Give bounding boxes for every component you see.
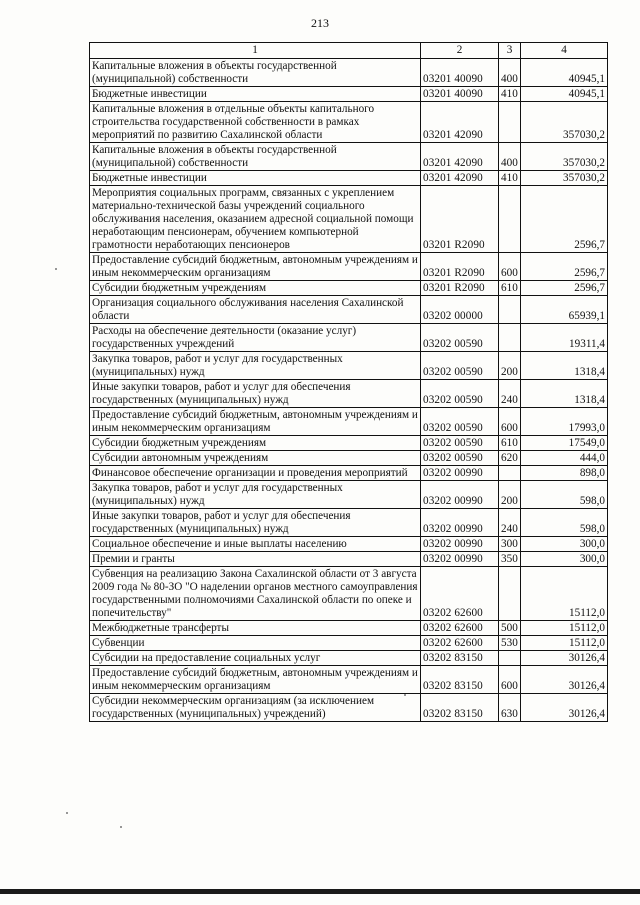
table-row [90, 186, 608, 253]
row-type [499, 466, 521, 481]
row-type [499, 102, 521, 143]
row-sum: 300,0 [521, 552, 608, 567]
row-type: 240 [499, 380, 521, 408]
row-name: Иные закупки товаров, работ и услуг для обеспечения государственных (муниципальных) нужд [90, 509, 421, 537]
column-header-type: 3 [499, 43, 521, 59]
row-code: 03202 00990 [421, 466, 499, 481]
row-type: 400 [499, 143, 521, 171]
row-sum: 30126,4 [521, 694, 608, 722]
row-code: 03202 00990 [421, 509, 499, 537]
row-code: 03202 00990 [421, 552, 499, 567]
row-name: Межбюджетные трансферты [90, 621, 421, 636]
row-type: 610 [499, 436, 521, 451]
page-number: 213 [311, 16, 329, 30]
row-code: 03202 62600 [421, 636, 499, 651]
row-type: 300 [499, 537, 521, 552]
row-type: 200 [499, 352, 521, 380]
table-row [90, 143, 608, 171]
row-sum: 40945,1 [521, 87, 608, 102]
table-header-row [90, 43, 608, 59]
row-sum: 1318,4 [521, 352, 608, 380]
row-name: Премии и гранты [90, 552, 421, 567]
row-code: 03202 00590 [421, 324, 499, 352]
row-type: 610 [499, 281, 521, 296]
column-header-sum: 4 [521, 43, 608, 59]
row-sum: 357030,2 [521, 102, 608, 143]
row-sum: 15112,0 [521, 621, 608, 636]
row-code: 03201 R2090 [421, 186, 499, 253]
row-type: 400 [499, 59, 521, 87]
column-header-code: 2 [421, 43, 499, 59]
table-row [90, 102, 608, 143]
row-code: 03201 42090 [421, 171, 499, 186]
row-sum: 598,0 [521, 481, 608, 509]
row-code: 03202 83150 [421, 666, 499, 694]
row-sum: 15112,0 [521, 636, 608, 651]
row-sum: 1318,4 [521, 380, 608, 408]
row-code: 03201 40090 [421, 87, 499, 102]
row-name: Организация социального обслуживания населения Сахалинской области [90, 296, 421, 324]
row-name: Предоставление субсидий бюджетным, автономным учреждениям и иным некоммерческим организациям [90, 666, 421, 694]
table-body [90, 59, 608, 722]
row-name: Иные закупки товаров, работ и услуг для обеспечения государственных (муниципальных) нужд [90, 380, 421, 408]
row-code: 03201 42090 [421, 143, 499, 171]
row-type: 410 [499, 87, 521, 102]
row-type [499, 324, 521, 352]
row-sum: 898,0 [521, 466, 608, 481]
table-row [90, 171, 608, 186]
row-sum: 40945,1 [521, 59, 608, 87]
row-sum: 444,0 [521, 451, 608, 466]
row-name: Предоставление субсидий бюджетным, автономным учреждениям и иным некоммерческим организациям [90, 408, 421, 436]
row-type: 200 [499, 481, 521, 509]
table-row [90, 253, 608, 281]
table-row [90, 537, 608, 552]
row-code: 03201 40090 [421, 59, 499, 87]
row-type: 350 [499, 552, 521, 567]
row-name: Расходы на обеспечение деятельности (оказание услуг) государственных учреждений [90, 324, 421, 352]
table-row [90, 408, 608, 436]
row-code: 03201 R2090 [421, 253, 499, 281]
row-type: 600 [499, 253, 521, 281]
column-header-name: 1 [90, 43, 421, 59]
row-name: Капитальные вложения в объекты государственной (муниципальной) собственности [90, 143, 421, 171]
row-name: Социальное обеспечение и иные выплаты населению [90, 537, 421, 552]
row-code: 03202 62600 [421, 621, 499, 636]
row-type [499, 567, 521, 621]
row-type: 600 [499, 408, 521, 436]
table-row [90, 59, 608, 87]
row-name: Финансовое обеспечение организации и проведения мероприятий [90, 466, 421, 481]
row-type: 600 [499, 666, 521, 694]
table-row [90, 466, 608, 481]
table-row [90, 296, 608, 324]
scan-speck [66, 812, 68, 814]
row-type: 240 [499, 509, 521, 537]
table-row [90, 451, 608, 466]
row-name: Субсидии бюджетным учреждениям [90, 436, 421, 451]
budget-table [89, 42, 608, 722]
row-code: 03202 83150 [421, 651, 499, 666]
row-name: Субсидии на предоставление социальных услуг [90, 651, 421, 666]
table-row [90, 621, 608, 636]
scan-speck [120, 826, 122, 828]
row-name: Субвенция на реализацию Закона Сахалинской области от 3 августа 2009 года № 80-ЗО "О наделении органов местного самоуправления государственными полномочиями Сахалинской области по опеке и попечительству" [90, 567, 421, 621]
row-name: Предоставление субсидий бюджетным, автономным учреждениям и иным некоммерческим организациям [90, 253, 421, 281]
row-name: Капитальные вложения в отдельные объекты капитального строительства государственной собственности в рамках мероприятий по развитию Сахалинской области [90, 102, 421, 143]
row-name: Субсидии автономным учреждениям [90, 451, 421, 466]
row-code: 03202 00000 [421, 296, 499, 324]
row-code: 03202 00590 [421, 436, 499, 451]
row-code: 03202 00990 [421, 537, 499, 552]
row-type: 410 [499, 171, 521, 186]
table-row [90, 552, 608, 567]
row-name: Субвенции [90, 636, 421, 651]
row-code: 03202 83150 [421, 694, 499, 722]
scan-speck [55, 268, 57, 270]
row-name: Бюджетные инвестиции [90, 87, 421, 102]
row-sum: 2596,7 [521, 281, 608, 296]
row-code: 03201 R2090 [421, 281, 499, 296]
table-row [90, 380, 608, 408]
row-sum: 15112,0 [521, 567, 608, 621]
row-sum: 357030,2 [521, 143, 608, 171]
row-code: 03202 00590 [421, 451, 499, 466]
row-type [499, 186, 521, 253]
row-name: Капитальные вложения в объекты государственной (муниципальной) собственности [90, 59, 421, 87]
row-code: 03202 00590 [421, 352, 499, 380]
row-type: 500 [499, 621, 521, 636]
table-row [90, 324, 608, 352]
row-sum: 19311,4 [521, 324, 608, 352]
row-sum: 2596,7 [521, 186, 608, 253]
table-row [90, 636, 608, 651]
row-sum: 357030,2 [521, 171, 608, 186]
row-code: 03202 00590 [421, 380, 499, 408]
table-row [90, 651, 608, 666]
row-name: Субсидии некоммерческим организациям (за исключением государственных (муниципальных) учреждений) [90, 694, 421, 722]
row-name: Субсидии бюджетным учреждениям [90, 281, 421, 296]
row-name: Бюджетные инвестиции [90, 171, 421, 186]
scan-speck [404, 694, 406, 696]
table-row [90, 281, 608, 296]
row-name: Закупка товаров, работ и услуг для государственных (муниципальных) нужд [90, 352, 421, 380]
table-row [90, 87, 608, 102]
table-row [90, 666, 608, 694]
row-sum: 65939,1 [521, 296, 608, 324]
table-row [90, 509, 608, 537]
row-sum: 300,0 [521, 537, 608, 552]
row-type: 530 [499, 636, 521, 651]
row-sum: 17993,0 [521, 408, 608, 436]
row-name: Закупка товаров, работ и услуг для государственных (муниципальных) нужд [90, 481, 421, 509]
row-code: 03202 00590 [421, 408, 499, 436]
row-code: 03202 62600 [421, 567, 499, 621]
row-type: 630 [499, 694, 521, 722]
row-sum: 30126,4 [521, 651, 608, 666]
row-code: 03202 00990 [421, 481, 499, 509]
row-sum: 2596,7 [521, 253, 608, 281]
scan-edge-bar [0, 889, 640, 894]
row-type: 620 [499, 451, 521, 466]
row-sum: 598,0 [521, 509, 608, 537]
table-row [90, 567, 608, 621]
table-row [90, 352, 608, 380]
row-type [499, 296, 521, 324]
table-row [90, 694, 608, 722]
table-row [90, 481, 608, 509]
row-type [499, 651, 521, 666]
row-sum: 17549,0 [521, 436, 608, 451]
row-sum: 30126,4 [521, 666, 608, 694]
row-name: Мероприятия социальных программ, связанных с укреплением материально-технической базы учреждений социального обслуживания населения, оказанием адресной социальной помощи неработающим пенсионерам, обучением компьютерной грамотности неработающих пенсионеров [90, 186, 421, 253]
row-code: 03201 42090 [421, 102, 499, 143]
table-row [90, 436, 608, 451]
